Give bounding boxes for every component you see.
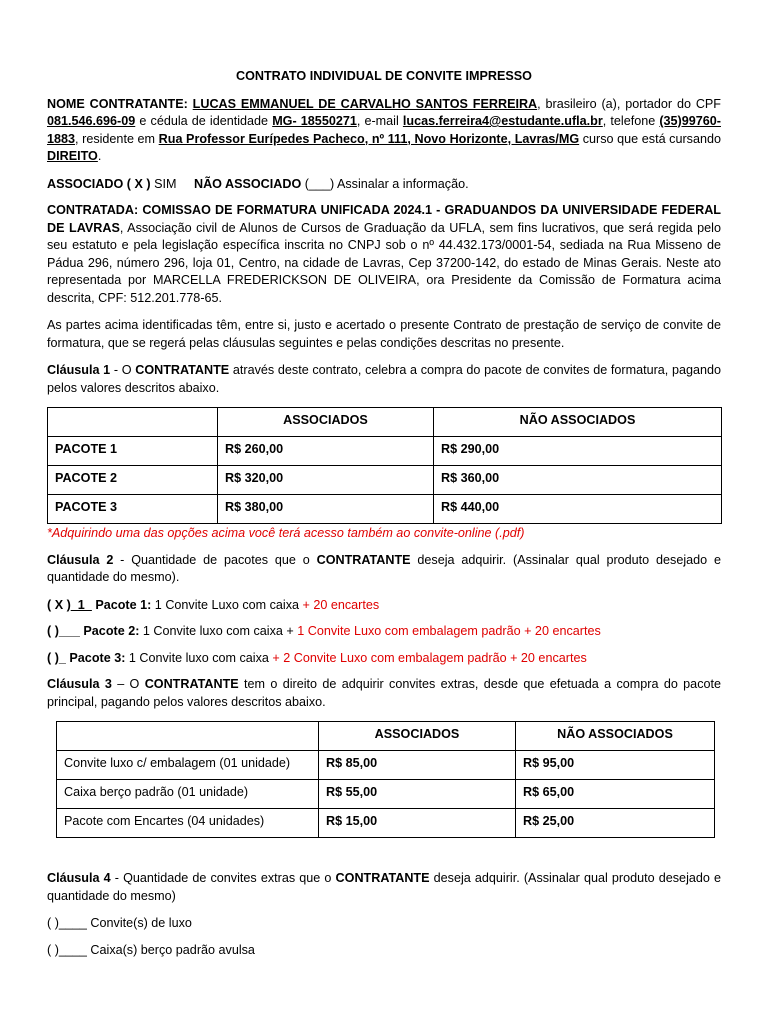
pacote-2-checkbox[interactable]: ( ) <box>47 624 59 638</box>
contratante-course: DIREITO <box>47 149 98 163</box>
associado-sim-text: SIM <box>150 176 177 191</box>
contratante-rg: MG- 18550271 <box>272 114 357 128</box>
table-cell: Pacote com Encartes (04 unidades) <box>57 809 319 838</box>
table-cell: R$ 320,00 <box>218 466 434 495</box>
table-cell: R$ 440,00 <box>434 495 722 524</box>
pacote-2-option <box>47 623 721 641</box>
pacote-1-label: Pacote 1: <box>95 597 152 612</box>
pacote-2-text: 1 Convite luxo com caixa + <box>139 624 298 638</box>
pacote-3-extra: + 2 Convite Luxo com embalagem padrão + 20 encartes <box>272 650 587 665</box>
table-cell: R$ 360,00 <box>434 466 722 495</box>
text-segment: - Quantidade de convites extras que o <box>110 871 336 885</box>
clausula-3 <box>47 676 721 711</box>
pacote-2-extra: 1 Convite Luxo com embalagem padrão + 20 encartes <box>297 624 601 638</box>
text-segment: através deste contrato, celebra a compra do pacote de convites de formatura, pagando pelos valores descritos abaixo. <box>47 363 721 395</box>
nao-associado-checkbox[interactable]: (___) <box>304 176 335 191</box>
table-row <box>48 495 722 524</box>
text-segment: e cédula de identidade <box>135 114 273 128</box>
pacote-3-text: 1 Convite luxo com caixa <box>125 650 273 665</box>
contratante-phone: (35)99760-1883 <box>47 114 721 146</box>
contratante-name: LUCAS EMMANUEL DE CARVALHO SANTOS FERREIRA <box>192 96 538 111</box>
convite-online-note: *Adquirindo uma das opções acima você terá acesso também ao convite-online (.pdf) <box>47 526 525 540</box>
associado-sim-checkbox[interactable]: ( X ) <box>126 176 151 191</box>
table-header-row <box>48 408 722 437</box>
table-cell: R$ 260,00 <box>218 437 434 466</box>
text-segment: – O <box>111 677 145 691</box>
text-segment: deseja adquirir. (Assinalar qual produto desejado e quantidade do mesmo) <box>47 871 722 903</box>
table-header-cell: NÃO ASSOCIADOS <box>434 408 722 437</box>
table-header-cell <box>48 408 218 437</box>
table-row <box>57 751 715 780</box>
table-cell: R$ 65,00 <box>516 780 715 809</box>
extra-caixa-checkbox[interactable]: ( ) <box>47 942 59 957</box>
contratante-paragraph <box>47 96 721 166</box>
extras-price-table <box>56 721 715 838</box>
associado-line <box>47 176 721 194</box>
pacote-3-checkbox[interactable]: ( ) <box>47 650 59 665</box>
contratante-cpf: 081.546.696-09 <box>47 114 136 128</box>
table-cell: Convite luxo c/ embalagem (01 unidade) <box>57 751 319 780</box>
pacote-3-label: Pacote 3: <box>69 650 126 665</box>
table-header-cell: ASSOCIADOS <box>319 722 516 751</box>
contratada-label: CONTRATADA: COMISSAO DE FORMATURA UNIFICADA 2024.1 - GRADUANDOS DA UNIVERSIDADE FEDERAL DE LAVRAS <box>47 203 721 235</box>
clausula-1 <box>47 362 721 397</box>
table-header-cell: NÃO ASSOCIADOS <box>516 722 715 751</box>
extras-table-wrapper <box>47 721 721 838</box>
contratante-keyword: CONTRATANTE <box>144 677 239 691</box>
contratada-paragraph <box>47 202 721 307</box>
clausula-2-label: Cláusula 2 <box>47 552 114 567</box>
table-header-cell <box>57 722 319 751</box>
contratante-keyword: CONTRATANTE <box>316 552 411 567</box>
text-segment: , brasileiro (a), portador do CPF <box>537 96 722 111</box>
extra-caixa-quantity[interactable]: ____ <box>58 942 87 957</box>
contratante-keyword: CONTRATANTE <box>135 363 230 377</box>
contratante-label: NOME CONTRATANTE: <box>47 96 188 111</box>
pacote-3-option <box>47 650 721 668</box>
extra-caixa-option <box>47 942 721 960</box>
contract-page <box>47 68 721 968</box>
table-cell: R$ 290,00 <box>434 437 722 466</box>
text-segment: tem o direito de adquirir convites extras, desde que efetuada a compra do pacote principal, pagando pelos valores descritos abaixo. <box>47 677 721 709</box>
table-cell: R$ 25,00 <box>516 809 715 838</box>
table-header-cell: ASSOCIADOS <box>218 408 434 437</box>
table-cell: PACOTE 1 <box>48 437 218 466</box>
contratante-address: Rua Professor Eurípedes Pacheco, nº 111, Novo Horizonte, Lavras/MG <box>158 131 580 146</box>
contratada-text: , Associação civil de Alunos de Cursos de Graduação da UFLA, sem fins lucrativos, que será regida pelo seu estatuto e pela legislação específica inscrita no CNPJ sob o nº 44.432.173/0001-54, sediada na Rua Misseno de Pádua 296, número 296, loja 01, Centro, na cidade de Lavras, Cep 37200-142, do estado de Minas Gerais. Neste ato representada por MARCELLA FREDERICKSON DE OLIVEIRA, ora Presidente da Comissão de Formatura acima descrita, CPF: 512.201.778-65. <box>47 220 721 305</box>
extra-convite-text: Convite(s) de luxo <box>86 916 192 930</box>
pacote-1-checkbox[interactable]: ( X ) <box>47 597 71 612</box>
pacote-1-text: 1 Convite Luxo com caixa <box>151 597 303 612</box>
table-cell: R$ 55,00 <box>319 780 516 809</box>
associado-label: ASSOCIADO <box>47 176 124 191</box>
pacote-2-label: Pacote 2: <box>83 624 140 638</box>
table-cell: R$ 95,00 <box>516 751 715 780</box>
table-row <box>48 437 722 466</box>
clausula-4 <box>47 870 721 905</box>
table-cell: R$ 15,00 <box>319 809 516 838</box>
partes-paragraph: As partes acima identificadas têm, entre si, justo e acertado o presente Contrato de prestação de serviço de convite de formatura, que se regerá pelas cláusulas seguintes e pelas condições descritas no presente. <box>47 318 721 350</box>
clausula-3-label: Cláusula 3 <box>47 677 112 691</box>
clausula-1-label: Cláusula 1 <box>47 363 111 377</box>
document-title: CONTRATO INDIVIDUAL DE CONVITE IMPRESSO <box>236 69 532 83</box>
table-cell: R$ 85,00 <box>319 751 516 780</box>
extra-convite-checkbox[interactable]: ( ) <box>47 916 59 930</box>
nao-associado-label: NÃO ASSOCIADO <box>193 176 302 191</box>
clausula-2 <box>47 552 721 587</box>
pacote-1-quantity[interactable]: _1_ <box>70 597 92 612</box>
extra-convite-option <box>47 915 721 933</box>
pacote-1-extra: + 20 encartes <box>302 597 380 612</box>
associado-instruction: Assinalar a informação. <box>334 176 469 191</box>
clausula-4-label: Cláusula 4 <box>47 871 111 885</box>
text-segment: , telefone <box>602 114 660 128</box>
text-segment: , e-mail <box>356 114 403 128</box>
text-segment: - Quantidade de pacotes que o <box>113 552 317 567</box>
pacote-1-option <box>47 597 721 615</box>
pacote-3-quantity[interactable]: _ <box>58 650 66 665</box>
text-segment: . <box>97 149 102 163</box>
contratante-email: lucas.ferreira4@estudante.ufla.br <box>402 114 603 128</box>
table-row <box>57 780 715 809</box>
text-segment: - O <box>110 363 136 377</box>
pacotes-price-table <box>47 407 722 524</box>
contratante-keyword: CONTRATANTE <box>335 871 430 885</box>
table-cell: PACOTE 3 <box>48 495 218 524</box>
table-row <box>57 809 715 838</box>
extra-caixa-text: Caixa(s) berço padrão avulsa <box>86 942 255 957</box>
extra-convite-quantity[interactable]: ____ <box>58 916 87 930</box>
table-cell: Caixa berço padrão (01 unidade) <box>57 780 319 809</box>
text-segment: curso que está cursando <box>579 131 721 146</box>
table-row <box>48 466 722 495</box>
pacote-2-quantity[interactable]: ___ <box>58 624 80 638</box>
text-segment: deseja adquirir. (Assinalar qual produto desejado e quantidade do mesmo). <box>47 552 721 584</box>
table-cell: PACOTE 2 <box>48 466 218 495</box>
text-segment: , residente em <box>75 131 159 146</box>
table-cell: R$ 380,00 <box>218 495 434 524</box>
table-header-row <box>57 722 715 751</box>
